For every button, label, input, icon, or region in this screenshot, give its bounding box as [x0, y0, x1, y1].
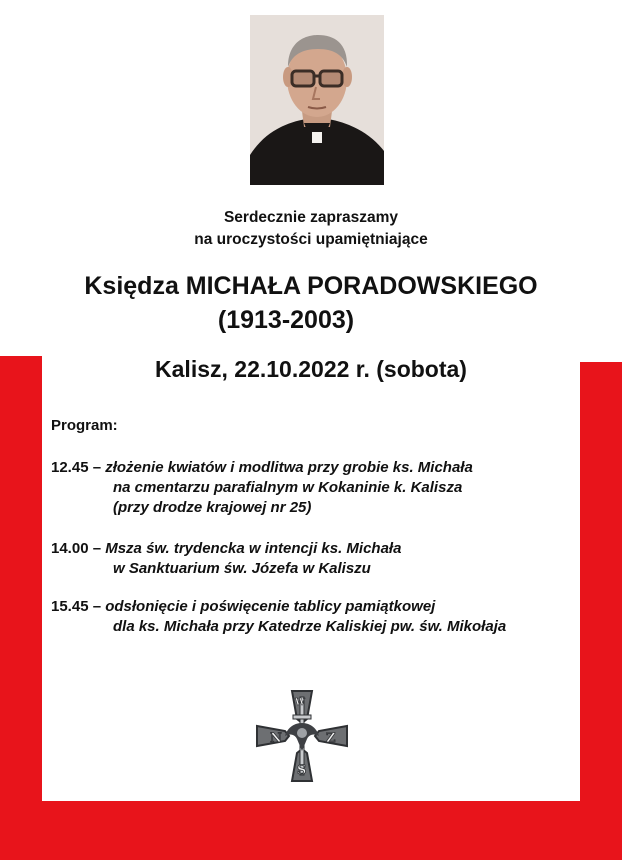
cross-letter-n: N — [270, 731, 282, 746]
program-item-line: odsłonięcie i poświęcenie tablicy pamiątkowej — [105, 598, 436, 615]
event-place-date: Kalisz, 22.10.2022 r. (sobota) — [155, 356, 467, 382]
honoree-years: (1913-2003) — [217, 306, 355, 334]
priest-portrait — [250, 15, 384, 185]
program-item — [51, 597, 576, 637]
cross-letter-z: Z — [326, 731, 336, 746]
program-item — [51, 539, 576, 579]
program-item-line: złożenie kwiatów i modlitwa przy grobie ks. Michała — [105, 459, 473, 476]
program-label: Program: — [51, 417, 118, 434]
program-item-time: 14.00 – — [51, 540, 102, 557]
red-band-left — [0, 356, 42, 860]
cross-letter-w: W — [295, 698, 306, 708]
red-band-right — [580, 362, 622, 860]
program-item-time: 12.45 – — [51, 459, 102, 476]
program-item-line: (przy drodze krajowej nr 25) — [113, 499, 312, 516]
program-item-time: 15.45 – — [51, 598, 102, 615]
red-band-bottom — [0, 801, 622, 860]
program-item-line: na cmentarzu parafialnym w Kokaninie k. Kalisza — [113, 479, 463, 496]
invitation-line-2: na uroczystości upamiętniające — [194, 231, 428, 248]
nsz-cross-emblem — [255, 689, 349, 783]
program-item-line: Msza św. trydencka w intencji ks. Michała — [105, 540, 402, 557]
program-item-line: w Sanktuarium św. Józefa w Kaliszu — [113, 560, 371, 577]
program-item — [51, 458, 576, 518]
honoree-name: Księdza MICHAŁA PORADOWSKIEGO — [84, 272, 538, 300]
program-item-line: dla ks. Michała przy Katedrze Kaliskiej pw. św. Mikołaja — [113, 618, 507, 635]
invitation-line-1: Serdecznie zapraszamy — [223, 209, 399, 226]
cross-letter-s: S — [297, 763, 307, 778]
